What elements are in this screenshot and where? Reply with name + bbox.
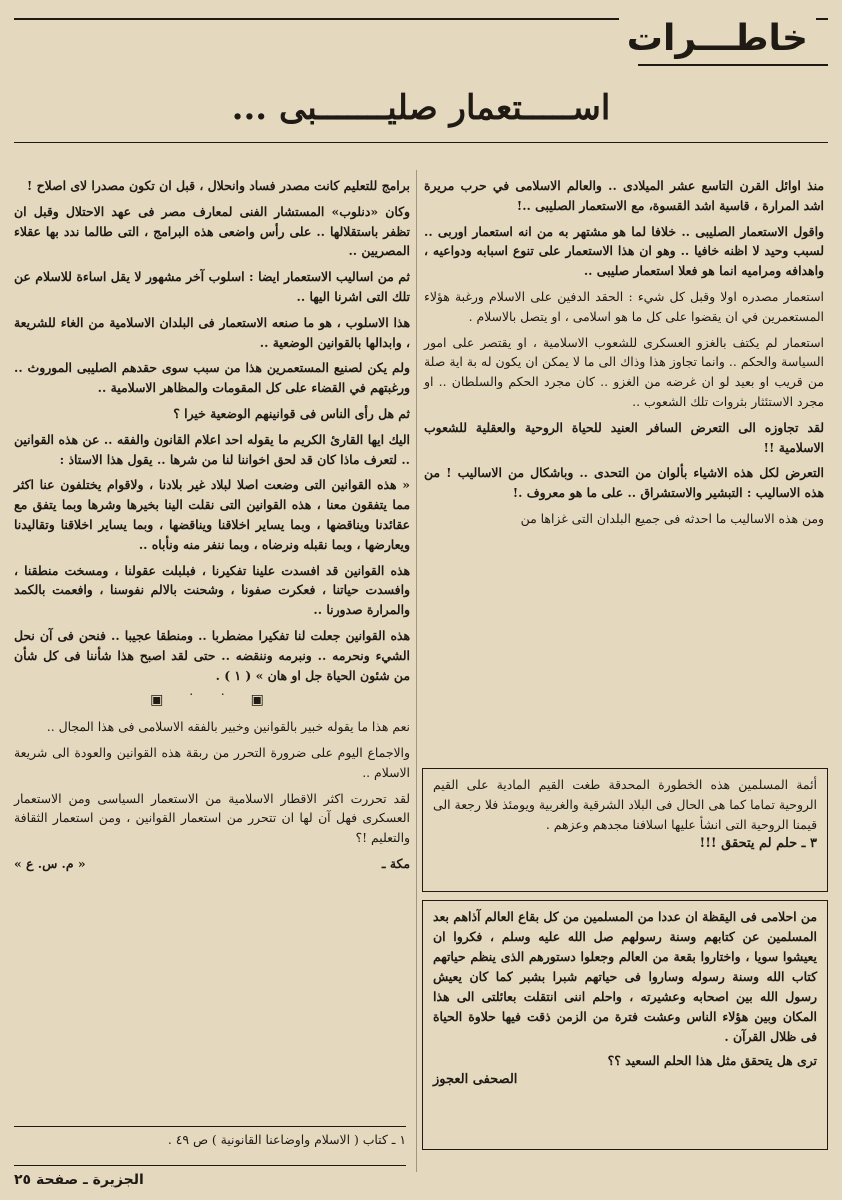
paragraph: لقد تجاوزه الى التعرض السافر العنيد للحياة الروحية والعقلية للشعوب الاسلامية !! — [424, 419, 824, 455]
paragraph: وكان «دنلوب» المستشار الفنى لمعارف مصر فى عهد الاحتلال وقبل ان تظفر باستقلالها .. على رأس واضعى هذه البرامج ، التى طالما ندد بها عقلاء المصريين .. — [14, 203, 410, 259]
left-column — [14, 176, 410, 874]
section-title: خاطـــرات — [619, 16, 816, 62]
paragraph: لقد تحررت اكثر الاقطار الاسلامية من الاستعمار السياسى ومن الاستعمار العسكرى فهل آن لها ان تتحرر من استعمار القوانين ، ومن استعمار الثقافة والتعليم !؟ — [14, 790, 410, 846]
title-rule — [14, 142, 828, 143]
paragraph: ومن هذه الاساليب ما احدثه فى جميع البلدان التى غزاها من — [520, 510, 824, 526]
box-dream — [422, 900, 828, 1150]
footnote-rule — [14, 1126, 406, 1127]
paragraph: هذا الاسلوب ، هو ما صنعه الاستعمار فى البلدان الاسلامية من الغاء للشريعة ، وابدالها بالقوانين الوضعية .. — [14, 314, 410, 350]
paragraph: ثم من اساليب الاستعمار ايضا : اسلوب آخر مشهور لا يقل اساءة للاسلام عن تلك التى اشرنا اليها .. — [14, 269, 410, 304]
author-initials: « م. س. ع » — [14, 855, 86, 871]
author-signature-row — [14, 854, 410, 874]
page-footer: الجزيرة ـ صفحة ٢٥ — [14, 1172, 144, 1188]
page-footer-rule — [14, 1165, 406, 1166]
box-question: ترى هل يتحقق مثل هذا الحلم السعيد ؟؟ — [607, 1053, 817, 1068]
paragraph: منذ اوائل القرن التاسع عشر الميلادى .. والعالم الاسلامى في حرب مريرة اشد المرارة ، قاسية اشد القسوة، مع الاستعمار الصليبى ..! — [424, 178, 824, 213]
box-text: من احلامى فى اليقظة ان عددا من المسلمين من كل بقاع العالم آذاهم بعد المسلمين عن كتابهم وسنة رسولهم صل الله عليه وسلم ، فكروا ان يعيشوا سويا ، واختاروا بقعة من العالم وجعلوا دستورهم الذى ينظم حياتهم كتاب الله وسنة رسوله وساروا فى حياتهم شبرا بشبر كما كان يعيش رسول الله بين اصحابه وعشيرته ، واحلم اننى انتقلت بعائلتى الى هذا المكان وبين هؤلاء الناس وعشت فترة من الزمن ذقت فيها حلاوة الحياة فى ظلال القرآن . — [433, 909, 817, 1044]
paragraph: اليك ايها القارئ الكريم ما يقوله احد اعلام القانون والفقه .. عن هذه القوانين .. لتعرف ماذا كان قد لحق اخواننا لنا من شرها .. يقول هذا الاستاذ : — [14, 431, 410, 467]
section-rule — [638, 64, 828, 66]
paragraph: والاجماع اليوم على ضرورة التحرر من ربقة هذه القوانين والعودة الى شريعة الاسلام .. — [14, 744, 410, 780]
quote-paragraph: هذه القوانين جعلت لنا تفكيرا مضطربا .. ومنطقا عجيبا .. فنحن فى آن نحل الشيء ونحرمه .. ونبرمه وننقضه .. حتى لقد اصبح هذا شأننا فى كل شأن من شئون الحياة جل او هان » ( ١ ) . — [14, 627, 410, 683]
paragraph: نعم هذا ما يقوله خبير بالقوانين وخبير بالفقه الاسلامى فى هذا المجال .. — [46, 719, 410, 735]
paragraph: برامج للتعليم كانت مصدر فساد وانحلال ، قبل ان تكون مصدرا لاى اصلاح ! — [26, 178, 410, 193]
article-title: اســـــتعمار صليـــــــبى ... — [231, 88, 611, 128]
quote-paragraph: « هذه القوانين التى وضعت اصلا لبلاد غير بلادنا ، ولاقوام يختلفون عنا اكثر مما يتفقون معنا ، هذه القوانين التى نقلت الينا بخيرها وشرها وبما يتفق مع عقائدنا ويناقضها ، وبما يساير اخلاقنا ويناقضها ، وبما يساير اخلاقنا وتقاليدنا ويعارضها ، وبما نقبله ونرضاه ، وبما ننفر منه ونأباه .. — [14, 477, 410, 552]
paragraph: واقول الاستعمار الصليبى .. خلافا لما هو مشتهر به من انه استعمار اوربى .. لسبب وحيد لا اظنه خافيا .. وهو ان هذا الاستعمار على تنوع اسبابه ودواعيه ، واهدافه ومراميه انما هو فعلا استعمار صليبى .. — [424, 223, 824, 279]
paragraph: استعمار لم يكتف بالغزو العسكرى للشعوب الاسلامية ، او يقتصر على امور السياسة والحكم .. وانما تجاوز هذا وذاك الى ما لا يمكن ان يكون له بة اية صلة من قريب او بعيد لو ان غرضه من الغزو .. كان مجرد الحكم والسلطان .. او مجرد الاستئثار بثروات تلك الشعوب .. — [424, 334, 824, 409]
box-heading: ٣ ـ حلم لم يتحقق !!! — [699, 836, 817, 852]
column-divider — [416, 170, 417, 1172]
right-column — [424, 176, 824, 535]
paragraph: ولم يكن لصنيع المستعمرين هذا من سبب سوى حقدهم الصليبى الموروث .. ورغبتهم في القضاء على كل المقومات والمظاهر الاسلامية .. — [14, 360, 410, 396]
city: مكة ـ — [381, 855, 410, 871]
paragraph: ثم هل رأى الناس فى قوانينهم الوضعية خيرا ؟ — [173, 405, 410, 421]
paragraph: التعرض لكل هذه الاشياء بألوان من التحدى .. وباشكال من الاساليب ! من هذه الاساليب : التبشير والاستشراق .. على ما هو معروف .! — [424, 465, 824, 501]
box-previous-section — [422, 768, 828, 892]
separator-ornament: ▣ ˙ ˙ ▣ — [150, 692, 274, 709]
footnote: ١ ـ كتاب ( الاسلام واوضاعنا القانونية ) ص ٤٩ . — [167, 1132, 406, 1147]
box-text: أئمة المسلمين هذه الخطورة المحدقة طغت القيم المادية على القيم الروحية تماما كما هى الحال فى البلاد الشرقية والغربية ويومئذ فلا رجعة الى قيمنا الروحية التى انشأ عليها اسلافنا مجدهم وعزهم . — [433, 777, 817, 832]
quote-paragraph: هذه القوانين قد افسدت علينا تفكيرنا ، فبلبلت عقولنا ، ومسخت منطقنا ، وافسدت حياتنا ، فعكرت صفونا ، وشحنت بالالم نفوسنا ، وافعمت بالكمد والمرارة صدورنا .. — [14, 562, 410, 618]
paragraph: استعمار مصدره اولا وقبل كل شيء : الحقد الدفين على الاسلام ورغبة هؤلاء المستعمرين في ان يقضوا على كل ما هو اسلامى ، او يتصل بالاسلام . — [424, 288, 824, 324]
box-signature: الصحفى العجوز — [433, 1072, 518, 1087]
